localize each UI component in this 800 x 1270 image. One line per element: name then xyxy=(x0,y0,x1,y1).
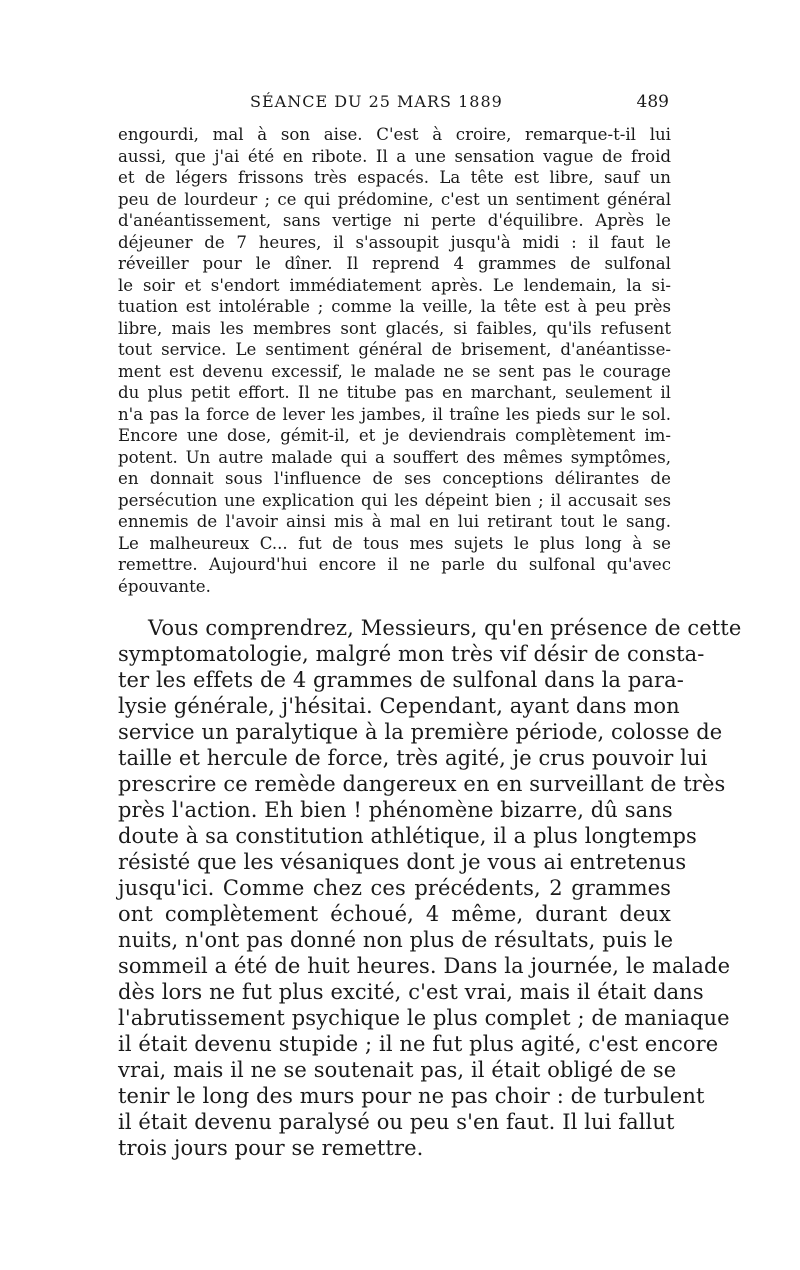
text-line: déjeuner de 7 heures, il s'assoupit jusqu'à midi : il faut le xyxy=(118,232,671,252)
text-line: épouvante. xyxy=(118,576,211,596)
text-line: du plus petit effort. Il ne titube pas en marchant, seulement il xyxy=(118,383,671,402)
text-line: jusqu'ici. Comme chez ces précédents, 2 grammes xyxy=(118,876,671,900)
book-page xyxy=(118,92,742,1161)
text-line: persécution une explication qui les dépeint bien ; il accusait ses xyxy=(118,490,671,510)
text-line: résisté que les vésaniques dont je vous ai entretenus xyxy=(118,850,687,874)
text-line: Vous comprendrez, Messieurs, qu'en présence de cette xyxy=(148,616,742,640)
text-line: en donnait sous l'influence de ses conceptions délirantes de xyxy=(118,469,671,488)
text-line: prescrire ce remède dangereux en en surveillant de très xyxy=(118,772,726,796)
text-line: taille et hercule de force, très agité, je crus pouvoir lui xyxy=(118,746,708,770)
text-line: il était devenu stupide ; il ne fut plus agité, c'est encore xyxy=(118,1032,719,1056)
text-line: doute à sa constitution athlétique, il a plus longtemps xyxy=(118,824,697,848)
text-line: nuits, n'ont pas donné non plus de résultats, puis le xyxy=(118,928,674,952)
text-line: aussi, que j'ai été en ribote. Il a une sensation vague de froid xyxy=(118,146,671,166)
text-line: le soir et s'endort immédiatement après. Le lendemain, la si- xyxy=(118,275,671,295)
text-line: ter les effets de 4 grammes de sulfonal dans la para- xyxy=(118,668,684,692)
text-line: engourdi, mal à son aise. C'est à croire, remarque-t-il lui xyxy=(118,125,671,144)
text-line: trois jours pour se remettre. xyxy=(118,1136,424,1160)
text-line: Le malheureux C... fut de tous mes sujets le plus long à se xyxy=(118,533,671,553)
text-line: tout service. Le sentiment général de brisement, d'anéantisse- xyxy=(118,340,671,359)
text-line: Encore une dose, gémit-il, et je deviendrais complètement im- xyxy=(118,426,671,445)
text-line: tuation est intolérable ; comme la veille, la tête est à peu près xyxy=(118,297,671,316)
text-line: lysie générale, j'hésitai. Cependant, ayant dans mon xyxy=(118,694,680,718)
text-line: d'anéantissement, sans vertige ni perte d'équilibre. Après le xyxy=(118,211,671,230)
text-line: service un paralytique à la première période, colosse de xyxy=(118,720,723,744)
paragraph-discussion xyxy=(118,615,742,1161)
text-line: potent. Un autre malade qui a souffert des mêmes symptômes, xyxy=(118,447,671,467)
text-line: sommeil a été de huit heures. Dans la journée, le malade xyxy=(118,954,731,978)
text-line: l'abrutissement psychique le plus complet ; de maniaque xyxy=(118,1006,730,1030)
text-line: tenir le long des murs pour ne pas choir : de turbulent xyxy=(118,1084,705,1108)
running-title: SÉANCE DU 25 MARS 1889 xyxy=(250,92,503,111)
running-head xyxy=(118,92,671,116)
text-line: vrai, mais il ne se soutenait pas, il était obligé de se xyxy=(118,1058,677,1082)
text-line: ont complètement échoué, 4 même, durant deux xyxy=(118,902,671,926)
text-line: symptomatologie, malgré mon très vif désir de consta- xyxy=(118,642,705,666)
text-line: ment est devenu excessif, le malade ne se sent pas le courage xyxy=(118,361,671,381)
text-line: et de légers frissons très espacés. La tête est libre, sauf un xyxy=(118,168,671,187)
text-line: près l'action. Eh bien ! phénomène bizarre, dû sans xyxy=(118,798,673,822)
text-line: peu de lourdeur ; ce qui prédomine, c'est un sentiment général xyxy=(118,189,671,209)
text-line: libre, mais les membres sont glacés, si faibles, qu'ils refusent xyxy=(118,318,671,338)
text-line: remettre. Aujourd'hui encore il ne parle du sulfonal qu'avec xyxy=(118,555,671,574)
text-line: dès lors ne fut plus excité, c'est vrai, mais il était dans xyxy=(118,980,704,1004)
paragraph-case-report xyxy=(118,124,671,597)
text-line: ennemis de l'avoir ainsi mis à mal en lui retirant tout le sang. xyxy=(118,512,671,531)
page-number: 489 xyxy=(636,92,669,112)
text-line: réveiller pour le dîner. Il reprend 4 grammes de sulfonal xyxy=(118,254,671,273)
text-line: il était devenu paralysé ou peu s'en faut. Il lui fallut xyxy=(118,1110,675,1134)
text-line: n'a pas la force de lever les jambes, il traîne les pieds sur le sol. xyxy=(118,404,671,424)
